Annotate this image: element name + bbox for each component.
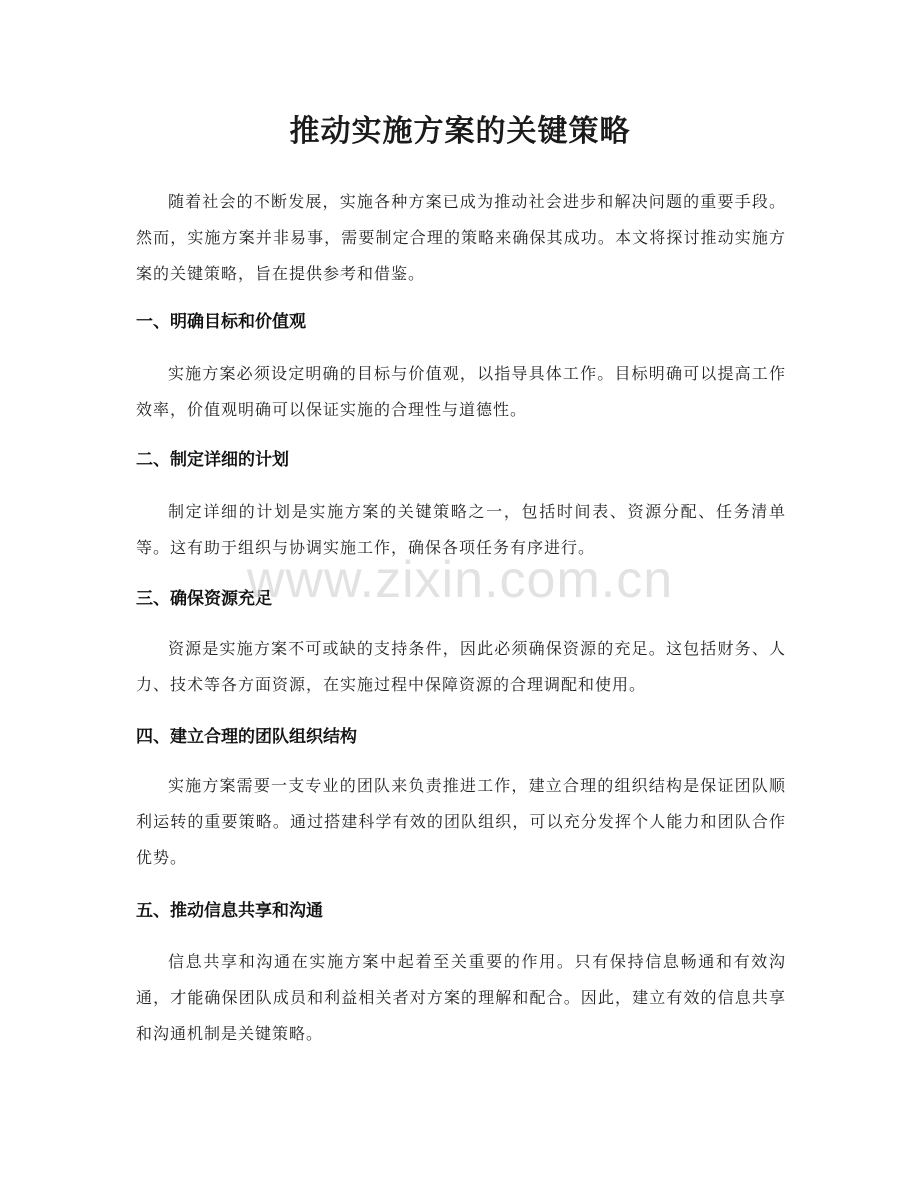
section-heading-4: 四、建立合理的团队组织结构 <box>136 727 357 747</box>
section-body-1: 实施方案必须设定明确的目标与价值观，以指导具体工作。目标明确可以提高工作效率，价值观明确可以保证实施的合理性与道德性。 <box>136 364 786 419</box>
watermark-text: www.zixin.com.cn <box>246 551 674 609</box>
section-body-2: 制定详细的计划是实施方案的关键策略之一，包括时间表、资源分配、任务清单等。这有助于组织与协调实施工作，确保各项任务有序进行。 <box>136 502 786 557</box>
section-body-4: 实施方案需要一支专业的团队来负责推进工作，建立合理的组织结构是保证团队顺利运转的重要策略。通过搭建科学有效的团队组织，可以充分发挥个人能力和团队合作优势。 <box>136 776 786 867</box>
section-body-3: 资源是实施方案不可或缺的支持条件，因此必须确保资源的充足。这包括财务、人力、技术等各方面资源，在实施过程中保障资源的合理调配和使用。 <box>136 639 786 694</box>
intro-paragraph: 随着社会的不断发展，实施各种方案已成为推动社会进步和解决问题的重要手段。然而，实施方案并非易事，需要制定合理的策略来确保其成功。本文将探讨推动实施方案的关键策略，旨在提供参考和借鉴。 <box>136 192 786 283</box>
section-body-5: 信息共享和沟通在实施方案中起着至关重要的作用。只有保持信息畅通和有效沟通，才能确保团队成员和利益相关者对方案的理解和配合。因此，建立有效的信息共享和沟通机制是关键策略。 <box>136 952 786 1043</box>
section-heading-5: 五、推动信息共享和沟通 <box>136 901 323 921</box>
section-heading-1: 一、明确目标和价值观 <box>136 312 306 332</box>
section-heading-3: 三、确保资源充足 <box>136 589 272 609</box>
section-heading-2: 二、制定详细的计划 <box>136 450 289 470</box>
page-title: 推动实施方案的关键策略 <box>289 114 631 149</box>
